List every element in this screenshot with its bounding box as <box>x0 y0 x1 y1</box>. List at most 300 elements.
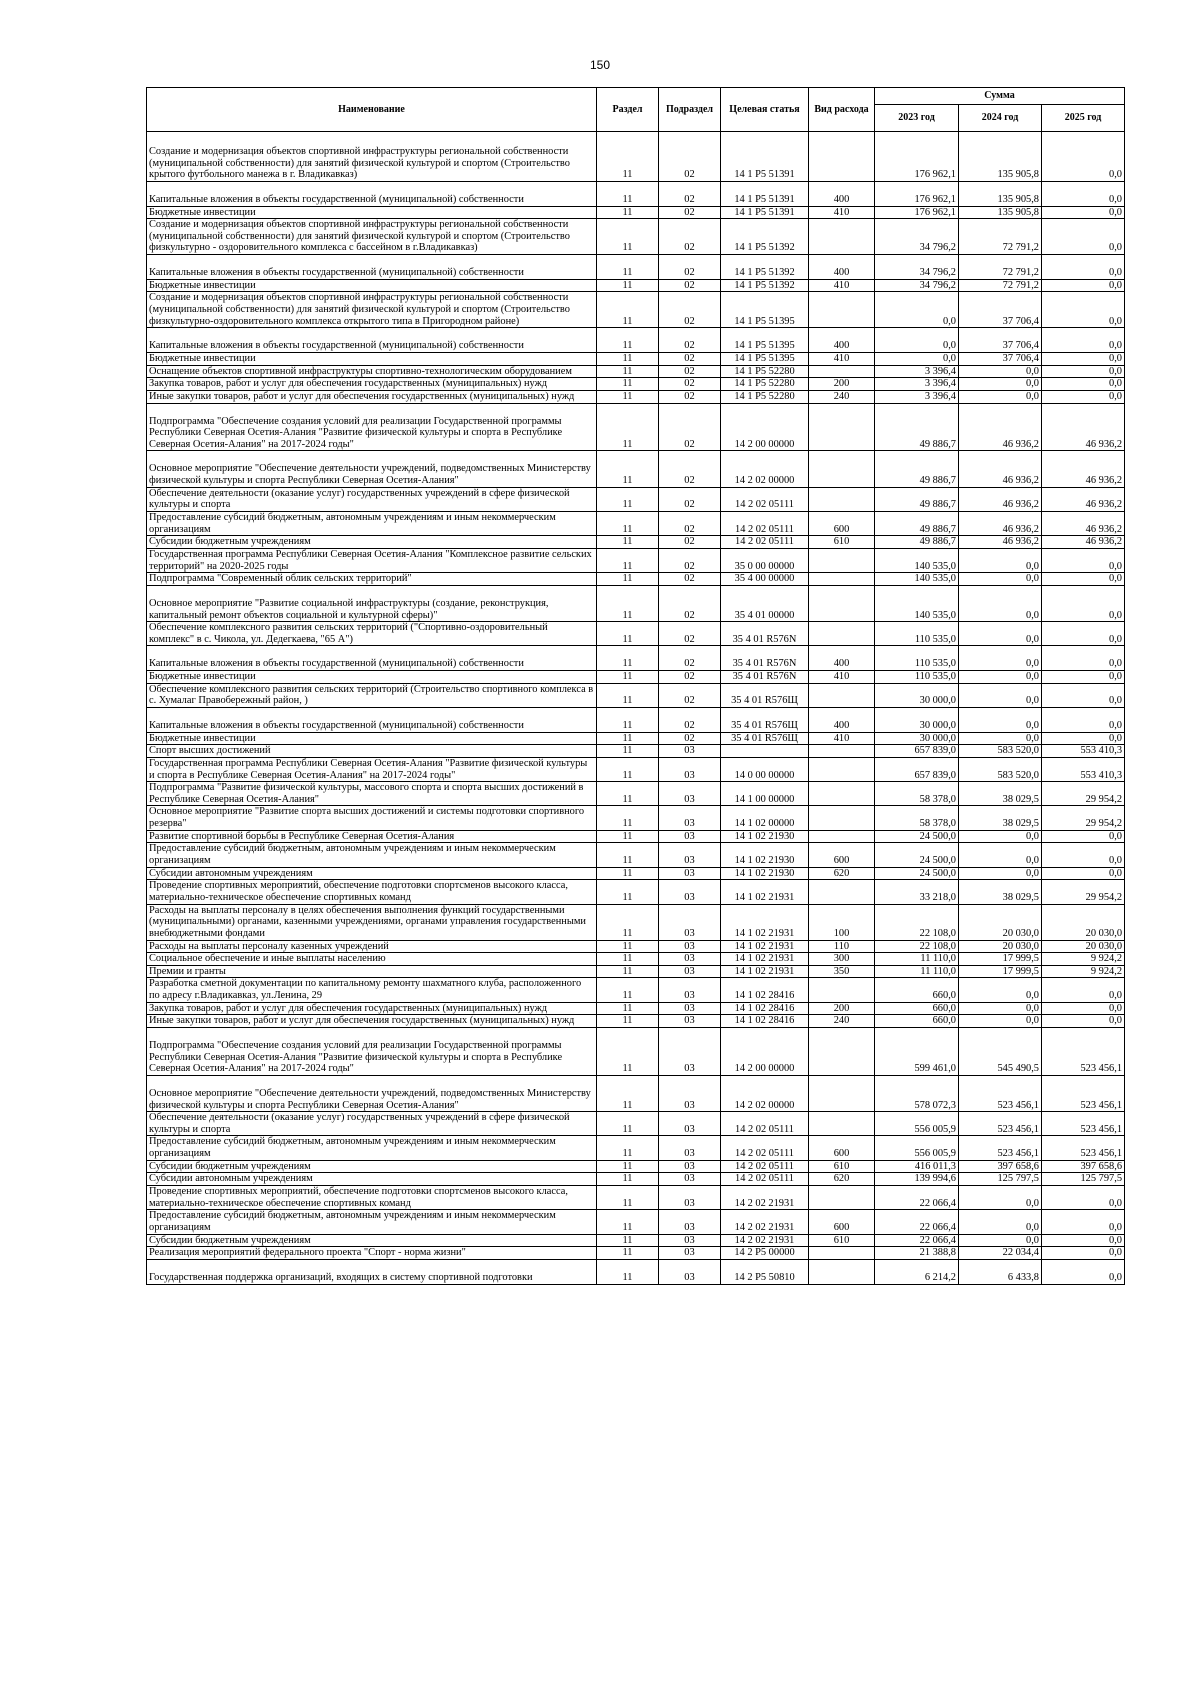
row-amount-2025: 0,0 <box>1042 390 1125 403</box>
row-expense-type <box>809 365 875 378</box>
row-amount-2024: 523 456,1 <box>959 1075 1042 1111</box>
row-amount-2023: 140 535,0 <box>875 548 959 572</box>
row-target: 14 2 02 21931 <box>721 1186 809 1210</box>
row-section: 11 <box>597 965 659 978</box>
row-amount-2024: 0,0 <box>959 365 1042 378</box>
row-expense-type: 620 <box>809 867 875 880</box>
row-expense-type: 240 <box>809 1015 875 1028</box>
row-name: Иные закупки товаров, работ и услуг для обеспечения государственных (муниципальных) нужд <box>147 390 597 403</box>
row-amount-2024: 37 706,4 <box>959 292 1042 328</box>
row-target: 35 4 01 00000 <box>721 585 809 621</box>
row-expense-type <box>809 1075 875 1111</box>
header-year-2025: 2025 год <box>1042 105 1125 132</box>
row-expense-type: 410 <box>809 671 875 684</box>
row-target: 35 4 01 R576Щ <box>721 683 809 707</box>
row-subsection: 03 <box>659 880 721 904</box>
table-row <box>147 206 1125 219</box>
table-row <box>147 512 1125 536</box>
row-expense-type <box>809 403 875 451</box>
row-target: 14 1 02 00000 <box>721 806 809 830</box>
row-subsection: 03 <box>659 1186 721 1210</box>
row-name: Государственная поддержка организаций, входящих в систему спортивной подготовки <box>147 1259 597 1284</box>
header-section: Раздел <box>597 88 659 132</box>
row-section: 11 <box>597 707 659 732</box>
row-name: Предоставление субсидий бюджетным, автономным учреждениям и иным некоммерческим организациям <box>147 1136 597 1160</box>
row-amount-2025: 9 924,2 <box>1042 965 1125 978</box>
row-amount-2023: 22 108,0 <box>875 904 959 940</box>
row-amount-2025: 0,0 <box>1042 219 1125 255</box>
row-amount-2023: 49 886,7 <box>875 512 959 536</box>
row-section: 11 <box>597 1028 659 1076</box>
row-target: 14 1 P5 51392 <box>721 219 809 255</box>
row-subsection: 03 <box>659 1002 721 1015</box>
row-expense-type: 410 <box>809 352 875 365</box>
row-amount-2024: 0,0 <box>959 390 1042 403</box>
row-expense-type <box>809 487 875 511</box>
table-row <box>147 1112 1125 1136</box>
row-amount-2023: 416 011,3 <box>875 1160 959 1173</box>
row-amount-2025: 0,0 <box>1042 1234 1125 1247</box>
row-amount-2024: 0,0 <box>959 1234 1042 1247</box>
row-expense-type <box>809 1247 875 1260</box>
row-subsection: 03 <box>659 843 721 867</box>
row-amount-2024: 0,0 <box>959 378 1042 391</box>
row-name: Расходы на выплаты персоналу казенных учреждений <box>147 940 597 953</box>
row-name: Предоставление субсидий бюджетным, автономным учреждениям и иным некоммерческим организациям <box>147 843 597 867</box>
table-row <box>147 548 1125 572</box>
row-subsection: 03 <box>659 1015 721 1028</box>
table-row <box>147 622 1125 646</box>
row-target: 14 1 02 21931 <box>721 953 809 966</box>
row-amount-2025: 29 954,2 <box>1042 806 1125 830</box>
row-amount-2025: 523 456,1 <box>1042 1136 1125 1160</box>
row-subsection: 03 <box>659 1259 721 1284</box>
row-subsection: 03 <box>659 1112 721 1136</box>
row-name: Основное мероприятие "Обеспечение деятельности учреждений, подведомственных Министерству физической культуры и спорта Республики Северная Осетия-Алания" <box>147 1075 597 1111</box>
row-target: 14 2 P5 00000 <box>721 1247 809 1260</box>
row-amount-2025: 0,0 <box>1042 378 1125 391</box>
table-row <box>147 378 1125 391</box>
row-amount-2023: 110 535,0 <box>875 671 959 684</box>
row-amount-2025: 29 954,2 <box>1042 782 1125 806</box>
row-amount-2023: 24 500,0 <box>875 867 959 880</box>
row-amount-2025: 20 030,0 <box>1042 940 1125 953</box>
row-target: 14 2 P5 50810 <box>721 1259 809 1284</box>
row-amount-2023: 34 796,2 <box>875 255 959 280</box>
row-expense-type <box>809 585 875 621</box>
row-name: Реализация мероприятий федерального проекта "Спорт - норма жизни" <box>147 1247 597 1260</box>
row-amount-2025: 0,0 <box>1042 585 1125 621</box>
row-name: Подпрограмма "Развитие физической культуры, массового спорта и спорта высших достижений в Республике Северная Осетия-Алания" <box>147 782 597 806</box>
row-amount-2023: 110 535,0 <box>875 646 959 671</box>
budget-table <box>146 87 1125 1285</box>
table-row <box>147 219 1125 255</box>
row-section: 11 <box>597 1247 659 1260</box>
row-section: 11 <box>597 390 659 403</box>
row-section: 11 <box>597 622 659 646</box>
row-expense-type: 600 <box>809 1136 875 1160</box>
row-section: 11 <box>597 830 659 843</box>
row-amount-2025: 0,0 <box>1042 132 1125 182</box>
row-amount-2025: 523 456,1 <box>1042 1028 1125 1076</box>
row-amount-2025: 0,0 <box>1042 1259 1125 1284</box>
table-row <box>147 1259 1125 1284</box>
table-row <box>147 255 1125 280</box>
row-target: 14 1 P5 51395 <box>721 352 809 365</box>
row-subsection: 02 <box>659 181 721 206</box>
row-section: 11 <box>597 1259 659 1284</box>
row-expense-type <box>809 132 875 182</box>
row-subsection: 03 <box>659 757 721 781</box>
row-name: Основное мероприятие "Обеспечение деятельности учреждений, подведомственных Министерству физической культуры и спорта Республики Северная Осетия-Алания" <box>147 451 597 487</box>
row-section: 11 <box>597 782 659 806</box>
row-amount-2025: 0,0 <box>1042 1247 1125 1260</box>
row-amount-2024: 523 456,1 <box>959 1136 1042 1160</box>
row-subsection: 02 <box>659 279 721 292</box>
header-expense-type: Вид расхода <box>809 88 875 132</box>
row-target: 14 1 02 21930 <box>721 830 809 843</box>
row-amount-2024: 0,0 <box>959 573 1042 586</box>
table-row <box>147 487 1125 511</box>
row-amount-2024: 125 797,5 <box>959 1173 1042 1186</box>
row-section: 11 <box>597 1136 659 1160</box>
row-amount-2025: 0,0 <box>1042 1002 1125 1015</box>
row-amount-2024: 22 034,4 <box>959 1247 1042 1260</box>
row-amount-2024: 72 791,2 <box>959 255 1042 280</box>
table-row <box>147 328 1125 353</box>
row-amount-2025: 0,0 <box>1042 292 1125 328</box>
row-name: Субсидии бюджетным учреждениям <box>147 1160 597 1173</box>
row-amount-2025: 553 410,3 <box>1042 757 1125 781</box>
row-amount-2025: 0,0 <box>1042 622 1125 646</box>
row-expense-type: 400 <box>809 255 875 280</box>
row-section: 11 <box>597 1173 659 1186</box>
row-amount-2023: 140 535,0 <box>875 573 959 586</box>
row-subsection: 03 <box>659 965 721 978</box>
row-name: Основное мероприятие "Развитие социальной инфраструктуры (создание, реконструкция, капитальный ремонт объектов социальной и культурной сферы)" <box>147 585 597 621</box>
row-amount-2025: 46 936,2 <box>1042 512 1125 536</box>
row-amount-2023: 176 962,1 <box>875 206 959 219</box>
row-section: 11 <box>597 1186 659 1210</box>
page-number: 150 <box>589 58 611 72</box>
row-target: 35 4 01 R576N <box>721 646 809 671</box>
table-row <box>147 683 1125 707</box>
row-expense-type: 600 <box>809 1210 875 1234</box>
row-subsection: 03 <box>659 978 721 1002</box>
row-name: Субсидии бюджетным учреждениям <box>147 1234 597 1247</box>
row-subsection: 03 <box>659 1173 721 1186</box>
row-expense-type <box>809 745 875 758</box>
row-amount-2023: 599 461,0 <box>875 1028 959 1076</box>
row-amount-2025: 0,0 <box>1042 843 1125 867</box>
row-target: 14 1 P5 51391 <box>721 206 809 219</box>
row-section: 11 <box>597 585 659 621</box>
row-amount-2023: 0,0 <box>875 352 959 365</box>
header-target: Целевая статья <box>721 88 809 132</box>
row-expense-type <box>809 1186 875 1210</box>
row-section: 11 <box>597 1210 659 1234</box>
row-expense-type: 600 <box>809 512 875 536</box>
row-name: Создание и модернизация объектов спортивной инфраструктуры региональной собственности (муниципальной собственности) для занятий физической культурой и спортом (Строительство физкультурно - оздоровительного комплекса с бассейном в г.Владикавказ) <box>147 219 597 255</box>
row-target: 14 1 02 21931 <box>721 940 809 953</box>
row-subsection: 02 <box>659 255 721 280</box>
row-subsection: 03 <box>659 1075 721 1111</box>
row-expense-type: 410 <box>809 206 875 219</box>
row-amount-2023: 176 962,1 <box>875 132 959 182</box>
table-row <box>147 403 1125 451</box>
row-target: 14 2 00 00000 <box>721 403 809 451</box>
header-subsection: Подраздел <box>659 88 721 132</box>
row-section: 11 <box>597 378 659 391</box>
row-amount-2024: 0,0 <box>959 1015 1042 1028</box>
row-subsection: 03 <box>659 1247 721 1260</box>
row-section: 11 <box>597 880 659 904</box>
row-section: 11 <box>597 328 659 353</box>
row-target: 14 1 P5 51395 <box>721 292 809 328</box>
row-expense-type <box>809 1028 875 1076</box>
row-amount-2023: 3 396,4 <box>875 390 959 403</box>
row-section: 11 <box>597 1160 659 1173</box>
row-target: 14 2 02 05111 <box>721 487 809 511</box>
row-target: 14 2 02 05111 <box>721 536 809 549</box>
row-amount-2025: 46 936,2 <box>1042 536 1125 549</box>
row-subsection: 02 <box>659 671 721 684</box>
row-subsection: 02 <box>659 206 721 219</box>
row-target: 14 2 00 00000 <box>721 1028 809 1076</box>
row-amount-2023: 49 886,7 <box>875 403 959 451</box>
row-target: 14 1 P5 52280 <box>721 390 809 403</box>
table-row <box>147 1002 1125 1015</box>
row-expense-type: 100 <box>809 904 875 940</box>
row-amount-2024: 0,0 <box>959 830 1042 843</box>
row-amount-2023: 30 000,0 <box>875 683 959 707</box>
row-target: 14 1 P5 51392 <box>721 255 809 280</box>
row-name: Капитальные вложения в объекты государственной (муниципальной) собственности <box>147 255 597 280</box>
row-section: 11 <box>597 732 659 745</box>
row-name: Государственная программа Республики Северная Осетия-Алания "Развитие физической культуры и спорта в Республике Северная Осетия-Алания" на 2017-2024 годы" <box>147 757 597 781</box>
row-amount-2023: 3 396,4 <box>875 365 959 378</box>
table-row <box>147 536 1125 549</box>
row-amount-2025: 9 924,2 <box>1042 953 1125 966</box>
row-amount-2025: 0,0 <box>1042 181 1125 206</box>
row-amount-2024: 0,0 <box>959 707 1042 732</box>
table-row <box>147 451 1125 487</box>
row-section: 11 <box>597 1015 659 1028</box>
table-row <box>147 782 1125 806</box>
table-row <box>147 181 1125 206</box>
row-expense-type <box>809 548 875 572</box>
table-row <box>147 132 1125 182</box>
row-name: Капитальные вложения в объекты государственной (муниципальной) собственности <box>147 707 597 732</box>
row-amount-2025: 0,0 <box>1042 1015 1125 1028</box>
row-section: 11 <box>597 548 659 572</box>
row-section: 11 <box>597 953 659 966</box>
table-row <box>147 707 1125 732</box>
row-amount-2023: 11 110,0 <box>875 953 959 966</box>
row-amount-2023: 24 500,0 <box>875 843 959 867</box>
row-expense-type: 410 <box>809 732 875 745</box>
row-target: 14 2 02 00000 <box>721 451 809 487</box>
row-amount-2023: 657 839,0 <box>875 745 959 758</box>
row-target: 14 1 P5 52280 <box>721 365 809 378</box>
row-amount-2023: 58 378,0 <box>875 782 959 806</box>
row-name: Спорт высших достижений <box>147 745 597 758</box>
table-row <box>147 1160 1125 1173</box>
row-amount-2023: 3 396,4 <box>875 378 959 391</box>
row-expense-type: 200 <box>809 1002 875 1015</box>
row-expense-type: 610 <box>809 1234 875 1247</box>
row-section: 11 <box>597 646 659 671</box>
row-name: Бюджетные инвестиции <box>147 352 597 365</box>
row-amount-2024: 0,0 <box>959 978 1042 1002</box>
row-target: 14 1 02 28416 <box>721 1002 809 1015</box>
row-expense-type: 300 <box>809 953 875 966</box>
row-section: 11 <box>597 403 659 451</box>
row-expense-type: 200 <box>809 378 875 391</box>
row-amount-2023: 556 005,9 <box>875 1136 959 1160</box>
row-amount-2024: 545 490,5 <box>959 1028 1042 1076</box>
row-amount-2024: 0,0 <box>959 671 1042 684</box>
row-amount-2024: 72 791,2 <box>959 279 1042 292</box>
row-amount-2023: 176 962,1 <box>875 181 959 206</box>
row-target: 14 1 02 21930 <box>721 843 809 867</box>
row-expense-type <box>809 292 875 328</box>
row-subsection: 02 <box>659 365 721 378</box>
row-name: Капитальные вложения в объекты государственной (муниципальной) собственности <box>147 328 597 353</box>
row-target: 14 1 00 00000 <box>721 782 809 806</box>
row-section: 11 <box>597 451 659 487</box>
row-section: 11 <box>597 536 659 549</box>
row-amount-2024: 17 999,5 <box>959 953 1042 966</box>
table-row <box>147 1028 1125 1076</box>
row-amount-2024: 397 658,6 <box>959 1160 1042 1173</box>
row-amount-2024: 0,0 <box>959 1186 1042 1210</box>
row-amount-2023: 22 108,0 <box>875 940 959 953</box>
row-subsection: 02 <box>659 378 721 391</box>
row-amount-2023: 11 110,0 <box>875 965 959 978</box>
row-amount-2023: 21 388,8 <box>875 1247 959 1260</box>
row-subsection: 03 <box>659 782 721 806</box>
row-name: Закупка товаров, работ и услуг для обеспечения государственных (муниципальных) нужд <box>147 1002 597 1015</box>
row-name: Проведение спортивных мероприятий, обеспечение подготовки спортсменов высокого класса, материально-техническое обеспечение спортивных команд <box>147 880 597 904</box>
row-amount-2024: 135 905,8 <box>959 206 1042 219</box>
row-subsection: 02 <box>659 292 721 328</box>
row-amount-2023: 34 796,2 <box>875 279 959 292</box>
row-section: 11 <box>597 671 659 684</box>
row-expense-type: 240 <box>809 390 875 403</box>
table-row <box>147 830 1125 843</box>
row-amount-2024: 38 029,5 <box>959 782 1042 806</box>
row-amount-2025: 523 456,1 <box>1042 1112 1125 1136</box>
row-amount-2024: 0,0 <box>959 646 1042 671</box>
row-amount-2024: 46 936,2 <box>959 487 1042 511</box>
row-target: 14 1 P5 51391 <box>721 181 809 206</box>
row-amount-2023: 657 839,0 <box>875 757 959 781</box>
row-expense-type: 410 <box>809 279 875 292</box>
row-subsection: 03 <box>659 867 721 880</box>
row-target: 35 4 01 R576Щ <box>721 732 809 745</box>
row-expense-type: 620 <box>809 1173 875 1186</box>
row-name: Закупка товаров, работ и услуг для обеспечения государственных (муниципальных) нужд <box>147 378 597 391</box>
row-amount-2025: 397 658,6 <box>1042 1160 1125 1173</box>
row-amount-2023: 22 066,4 <box>875 1210 959 1234</box>
row-amount-2023: 49 886,7 <box>875 536 959 549</box>
row-expense-type <box>809 683 875 707</box>
row-section: 11 <box>597 1112 659 1136</box>
row-name: Иные закупки товаров, работ и услуг для обеспечения государственных (муниципальных) нужд <box>147 1015 597 1028</box>
row-target: 14 2 02 05111 <box>721 1160 809 1173</box>
table-row <box>147 806 1125 830</box>
row-amount-2024: 46 936,2 <box>959 451 1042 487</box>
row-amount-2023: 140 535,0 <box>875 585 959 621</box>
row-name: Бюджетные инвестиции <box>147 279 597 292</box>
row-expense-type <box>809 622 875 646</box>
row-amount-2024: 20 030,0 <box>959 904 1042 940</box>
row-name: Субсидии бюджетным учреждениям <box>147 536 597 549</box>
row-amount-2024: 0,0 <box>959 1210 1042 1234</box>
row-amount-2023: 34 796,2 <box>875 219 959 255</box>
table-row <box>147 965 1125 978</box>
row-subsection: 02 <box>659 622 721 646</box>
row-amount-2024: 72 791,2 <box>959 219 1042 255</box>
row-expense-type <box>809 782 875 806</box>
row-subsection: 02 <box>659 707 721 732</box>
row-amount-2025: 46 936,2 <box>1042 487 1125 511</box>
table-row <box>147 292 1125 328</box>
row-target: 35 4 01 R576Щ <box>721 707 809 732</box>
table-row <box>147 390 1125 403</box>
table-row <box>147 978 1125 1002</box>
row-target <box>721 745 809 758</box>
row-amount-2023: 0,0 <box>875 328 959 353</box>
table-row <box>147 1015 1125 1028</box>
row-expense-type: 400 <box>809 707 875 732</box>
row-amount-2024: 37 706,4 <box>959 352 1042 365</box>
row-amount-2024: 0,0 <box>959 622 1042 646</box>
row-subsection: 02 <box>659 548 721 572</box>
row-amount-2025: 553 410,3 <box>1042 745 1125 758</box>
row-target: 14 2 02 05111 <box>721 1173 809 1186</box>
row-subsection: 02 <box>659 219 721 255</box>
row-amount-2023: 30 000,0 <box>875 707 959 732</box>
row-expense-type: 400 <box>809 646 875 671</box>
row-subsection: 02 <box>659 328 721 353</box>
row-section: 11 <box>597 867 659 880</box>
row-amount-2025: 0,0 <box>1042 279 1125 292</box>
row-name: Предоставление субсидий бюджетным, автономным учреждениям и иным некоммерческим организациям <box>147 512 597 536</box>
row-target: 14 2 02 00000 <box>721 1075 809 1111</box>
row-amount-2025: 125 797,5 <box>1042 1173 1125 1186</box>
row-name: Премии и гранты <box>147 965 597 978</box>
row-amount-2023: 556 005,9 <box>875 1112 959 1136</box>
row-section: 11 <box>597 1075 659 1111</box>
row-subsection: 02 <box>659 487 721 511</box>
row-section: 11 <box>597 255 659 280</box>
table-row <box>147 365 1125 378</box>
row-name: Государственная программа Республики Северная Осетия-Алания "Комплексное развитие сельских территорий" на 2020-2025 годы <box>147 548 597 572</box>
row-subsection: 03 <box>659 953 721 966</box>
row-target: 14 1 02 21931 <box>721 965 809 978</box>
row-section: 11 <box>597 219 659 255</box>
table-header <box>147 88 1125 132</box>
table-row <box>147 1173 1125 1186</box>
row-amount-2025: 0,0 <box>1042 830 1125 843</box>
row-section: 11 <box>597 365 659 378</box>
table-row <box>147 1210 1125 1234</box>
table-row <box>147 585 1125 621</box>
header-year-2024: 2024 год <box>959 105 1042 132</box>
row-amount-2023: 22 066,4 <box>875 1186 959 1210</box>
